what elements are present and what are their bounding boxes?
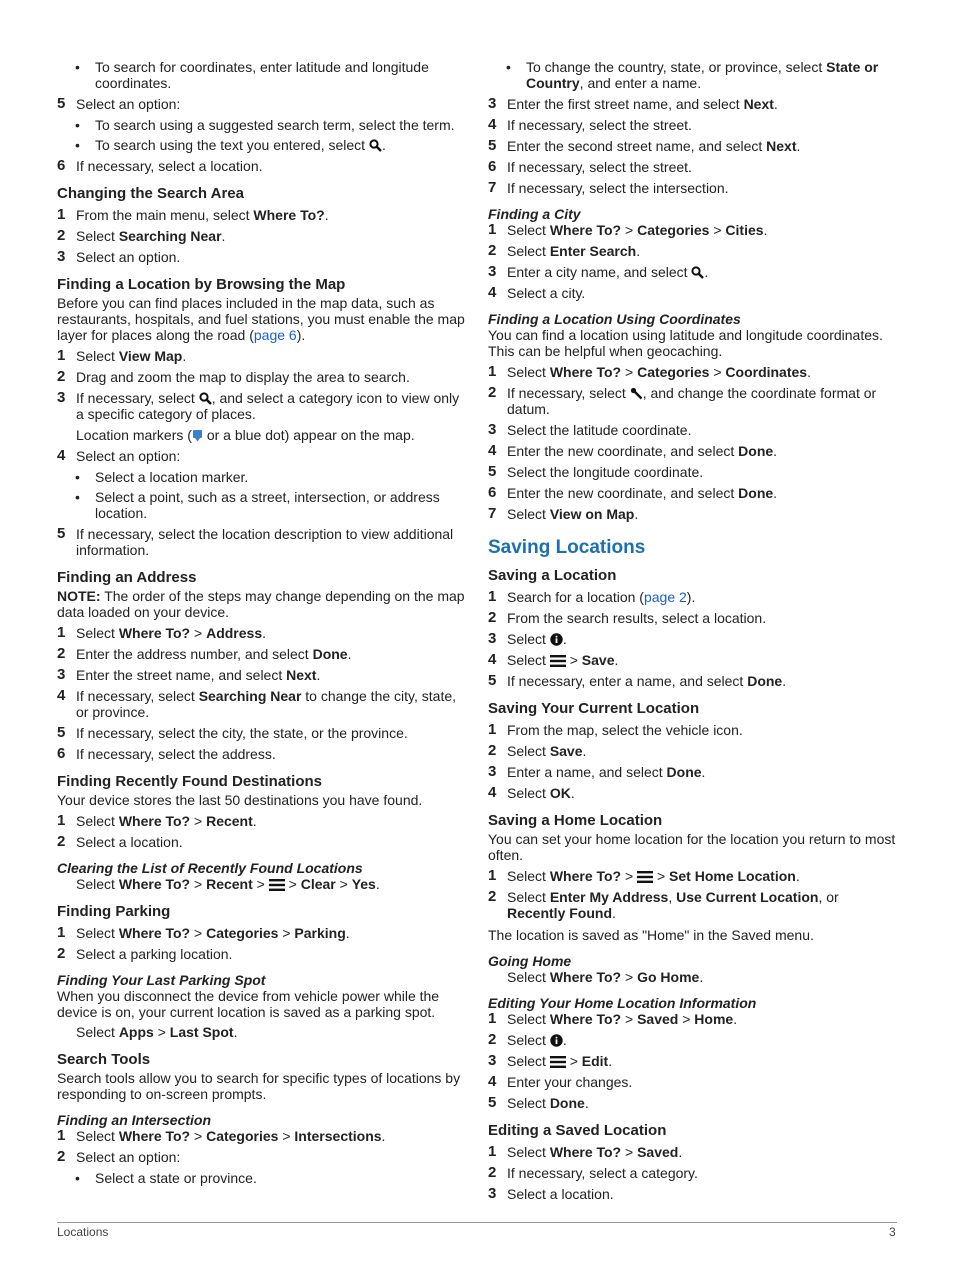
step: 5 Select the longitude coordinate. bbox=[488, 463, 704, 480]
list-item: • Select a point, such as a street, intersection, or address location. bbox=[75, 489, 440, 521]
step: 1 Search for a location (page 2). bbox=[488, 588, 696, 605]
step: 2 Select Enter Search. bbox=[488, 242, 641, 259]
section-heading: Finding Recently Found Destinations bbox=[57, 773, 323, 790]
instruction: Select Where To? > Recent > > Clear > Yes. bbox=[76, 876, 380, 892]
subsection-heading: Finding an Intersection bbox=[57, 1112, 212, 1128]
search-icon bbox=[691, 266, 704, 279]
wrench-icon bbox=[630, 387, 643, 400]
list-item: • Select a state or province. bbox=[75, 1170, 257, 1186]
subsection-heading: Finding Your Last Parking Spot bbox=[57, 972, 266, 988]
step: 5 If necessary, enter a name, and select Done. bbox=[488, 672, 787, 689]
page-link[interactable]: page 6 bbox=[253, 327, 297, 343]
step: 3 Enter a name, and select Done. bbox=[488, 763, 706, 780]
section-heading: Saving a Home Location bbox=[488, 812, 663, 829]
footer-section-name: Locations bbox=[57, 1225, 109, 1239]
location-marker-icon bbox=[192, 429, 203, 442]
paragraph: You can set your home location for the location you return to most often. bbox=[488, 831, 896, 863]
section-heading: Finding a Location by Browsing the Map bbox=[57, 276, 346, 293]
step: 1 From the main menu, select Where To?. bbox=[57, 206, 329, 223]
step: 1 Select Where To? > Categories > Parking. bbox=[57, 924, 350, 941]
step: 3 Select > Edit. bbox=[488, 1052, 613, 1069]
step: 1 From the map, select the vehicle icon. bbox=[488, 721, 743, 738]
step: 7 Select View on Map. bbox=[488, 505, 639, 522]
step: 1 Select Where To? > Recent. bbox=[57, 812, 257, 829]
step: 3 Enter the street name, and select Next. bbox=[57, 666, 321, 683]
paragraph: You can find a location using latitude and longitude coordinates. This can be helpful when geocaching. bbox=[488, 327, 883, 359]
list-item: • To search using the text you entered, select . bbox=[75, 137, 386, 153]
step: 1 Select Where To? > Address. bbox=[57, 624, 266, 641]
subsection-heading: Clearing the List of Recently Found Locations bbox=[57, 860, 363, 876]
instruction: Select Where To? > Go Home. bbox=[507, 969, 704, 985]
step: 4 If necessary, select Searching Near to change the city, state, or province. bbox=[57, 687, 457, 720]
step: 5 Enter the second street name, and select Next. bbox=[488, 137, 801, 154]
step: 3 Enter a city name, and select . bbox=[488, 263, 709, 280]
step: 5 Select Done. bbox=[488, 1094, 589, 1111]
step: 1 Select Where To? > Categories > Cities. bbox=[488, 221, 768, 238]
list-item: • To search for coordinates, enter latitude and longitude coordinates. bbox=[75, 59, 429, 91]
section-heading: Search Tools bbox=[57, 1051, 151, 1068]
info-icon bbox=[550, 1034, 563, 1047]
section-heading: Editing a Saved Location bbox=[488, 1122, 667, 1139]
step: 2 Select a location. bbox=[57, 833, 183, 850]
step: 3 Select a location. bbox=[488, 1185, 614, 1202]
note-paragraph: NOTE: The order of the steps may change depending on the map data loaded on your device. bbox=[57, 588, 465, 620]
step: 2 Select a parking location. bbox=[57, 945, 233, 962]
right-column bbox=[488, 55, 898, 1207]
step: 1 Select Where To? > Saved > Home. bbox=[488, 1010, 738, 1027]
section-heading: Saving Your Current Location bbox=[488, 700, 700, 717]
note: Location markers ( or a blue dot) appear on the map. bbox=[76, 427, 415, 443]
info-icon bbox=[550, 633, 563, 646]
paragraph: The location is saved as "Home" in the Saved menu. bbox=[488, 927, 814, 943]
menu-icon bbox=[550, 1056, 566, 1068]
subsection-heading: Finding a City bbox=[488, 206, 581, 222]
step: 5 If necessary, select the location description to view additional information. bbox=[57, 525, 454, 558]
list-item: • Select a location marker. bbox=[75, 469, 249, 485]
step: 4 Enter the new coordinate, and select Done. bbox=[488, 442, 778, 459]
step: 7 If necessary, select the intersection. bbox=[488, 179, 729, 196]
menu-icon bbox=[637, 871, 653, 883]
step: 1 Select Where To? > Categories > Coordinates. bbox=[488, 363, 811, 380]
step: 4 Select OK. bbox=[488, 784, 575, 801]
step: 2 Select Save. bbox=[488, 742, 587, 759]
search-icon bbox=[369, 139, 382, 152]
step: 3 If necessary, select , and select a category icon to view only a specific category of places. bbox=[57, 389, 460, 422]
step: 2 If necessary, select , and change the coordinate format or datum. bbox=[488, 384, 877, 417]
list-item: • To search using a suggested search term, select the term. bbox=[75, 117, 455, 133]
step: 6 If necessary, select the street. bbox=[488, 158, 692, 175]
section-heading: Saving a Location bbox=[488, 567, 617, 584]
subsection-heading: Going Home bbox=[488, 953, 572, 969]
step: 3 Select an option. bbox=[57, 248, 181, 265]
paragraph: When you disconnect the device from vehicle power while the device is on, your current location is saved as a parking spot. bbox=[57, 988, 440, 1020]
menu-icon bbox=[550, 655, 566, 667]
chapter-heading: Saving Locations bbox=[488, 537, 646, 558]
step: 6 Enter the new coordinate, and select Done. bbox=[488, 484, 778, 501]
search-icon bbox=[199, 392, 212, 405]
step: 5 If necessary, select the city, the state, or the province. bbox=[57, 724, 408, 741]
page-number: 3 bbox=[889, 1225, 896, 1239]
step: 2 Enter the address number, and select Done. bbox=[57, 645, 352, 662]
step: 5 Select an option: bbox=[57, 95, 181, 112]
section-heading: Changing the Search Area bbox=[57, 185, 244, 202]
step: 4 If necessary, select the street. bbox=[488, 116, 692, 133]
step: 2 If necessary, select a category. bbox=[488, 1164, 698, 1181]
step: 3 Select the latitude coordinate. bbox=[488, 421, 692, 438]
step: 2 Select Searching Near. bbox=[57, 227, 226, 244]
step: 2 Drag and zoom the map to display the area to search. bbox=[57, 368, 410, 385]
paragraph: Your device stores the last 50 destinations you have found. bbox=[57, 792, 423, 808]
step: 4 Enter your changes. bbox=[488, 1073, 633, 1090]
paragraph: Search tools allow you to search for specific types of locations by responding to on-screen prompts. bbox=[57, 1070, 461, 1102]
paragraph: Before you can find places included in the map data, such as restaurants, hospitals, and fuel stations, you must enable the map layer for places along the road (page 6). bbox=[57, 295, 465, 343]
footer-divider bbox=[57, 1222, 897, 1223]
instruction: Select Apps > Last Spot. bbox=[76, 1024, 238, 1040]
subsection-heading: Editing Your Home Location Information bbox=[488, 995, 757, 1011]
page-link[interactable]: page 2 bbox=[643, 589, 687, 605]
step: 1 Select Where To? > Saved. bbox=[488, 1143, 683, 1160]
step: 2 Select . bbox=[488, 1031, 567, 1048]
step: 6 If necessary, select a location. bbox=[57, 157, 263, 174]
step: 1 Select View Map. bbox=[57, 347, 187, 364]
step: 4 Select an option: bbox=[57, 447, 181, 464]
step: 2 Select Enter My Address, Use Current Location, or Recently Found. bbox=[488, 888, 839, 921]
subsection-heading: Finding a Location Using Coordinates bbox=[488, 311, 741, 327]
step: 1 Select Where To? > > Set Home Location. bbox=[488, 867, 800, 884]
step: 1 Select Where To? > Categories > Intersections. bbox=[57, 1127, 386, 1144]
list-item: • To change the country, state, or province, select State or Country, and enter a name. bbox=[506, 59, 879, 91]
step: 2 From the search results, select a location. bbox=[488, 609, 767, 626]
step: 6 If necessary, select the address. bbox=[57, 745, 276, 762]
step: 2 Select an option: bbox=[57, 1148, 181, 1165]
step: 4 Select a city. bbox=[488, 284, 586, 301]
section-heading: Finding an Address bbox=[57, 569, 197, 586]
menu-icon bbox=[269, 879, 285, 891]
left-column bbox=[57, 55, 467, 1190]
step: 3 Enter the first street name, and select Next. bbox=[488, 95, 778, 112]
step: 3 Select . bbox=[488, 630, 567, 647]
section-heading: Finding Parking bbox=[57, 903, 171, 920]
step: 4 Select > Save. bbox=[488, 651, 619, 668]
